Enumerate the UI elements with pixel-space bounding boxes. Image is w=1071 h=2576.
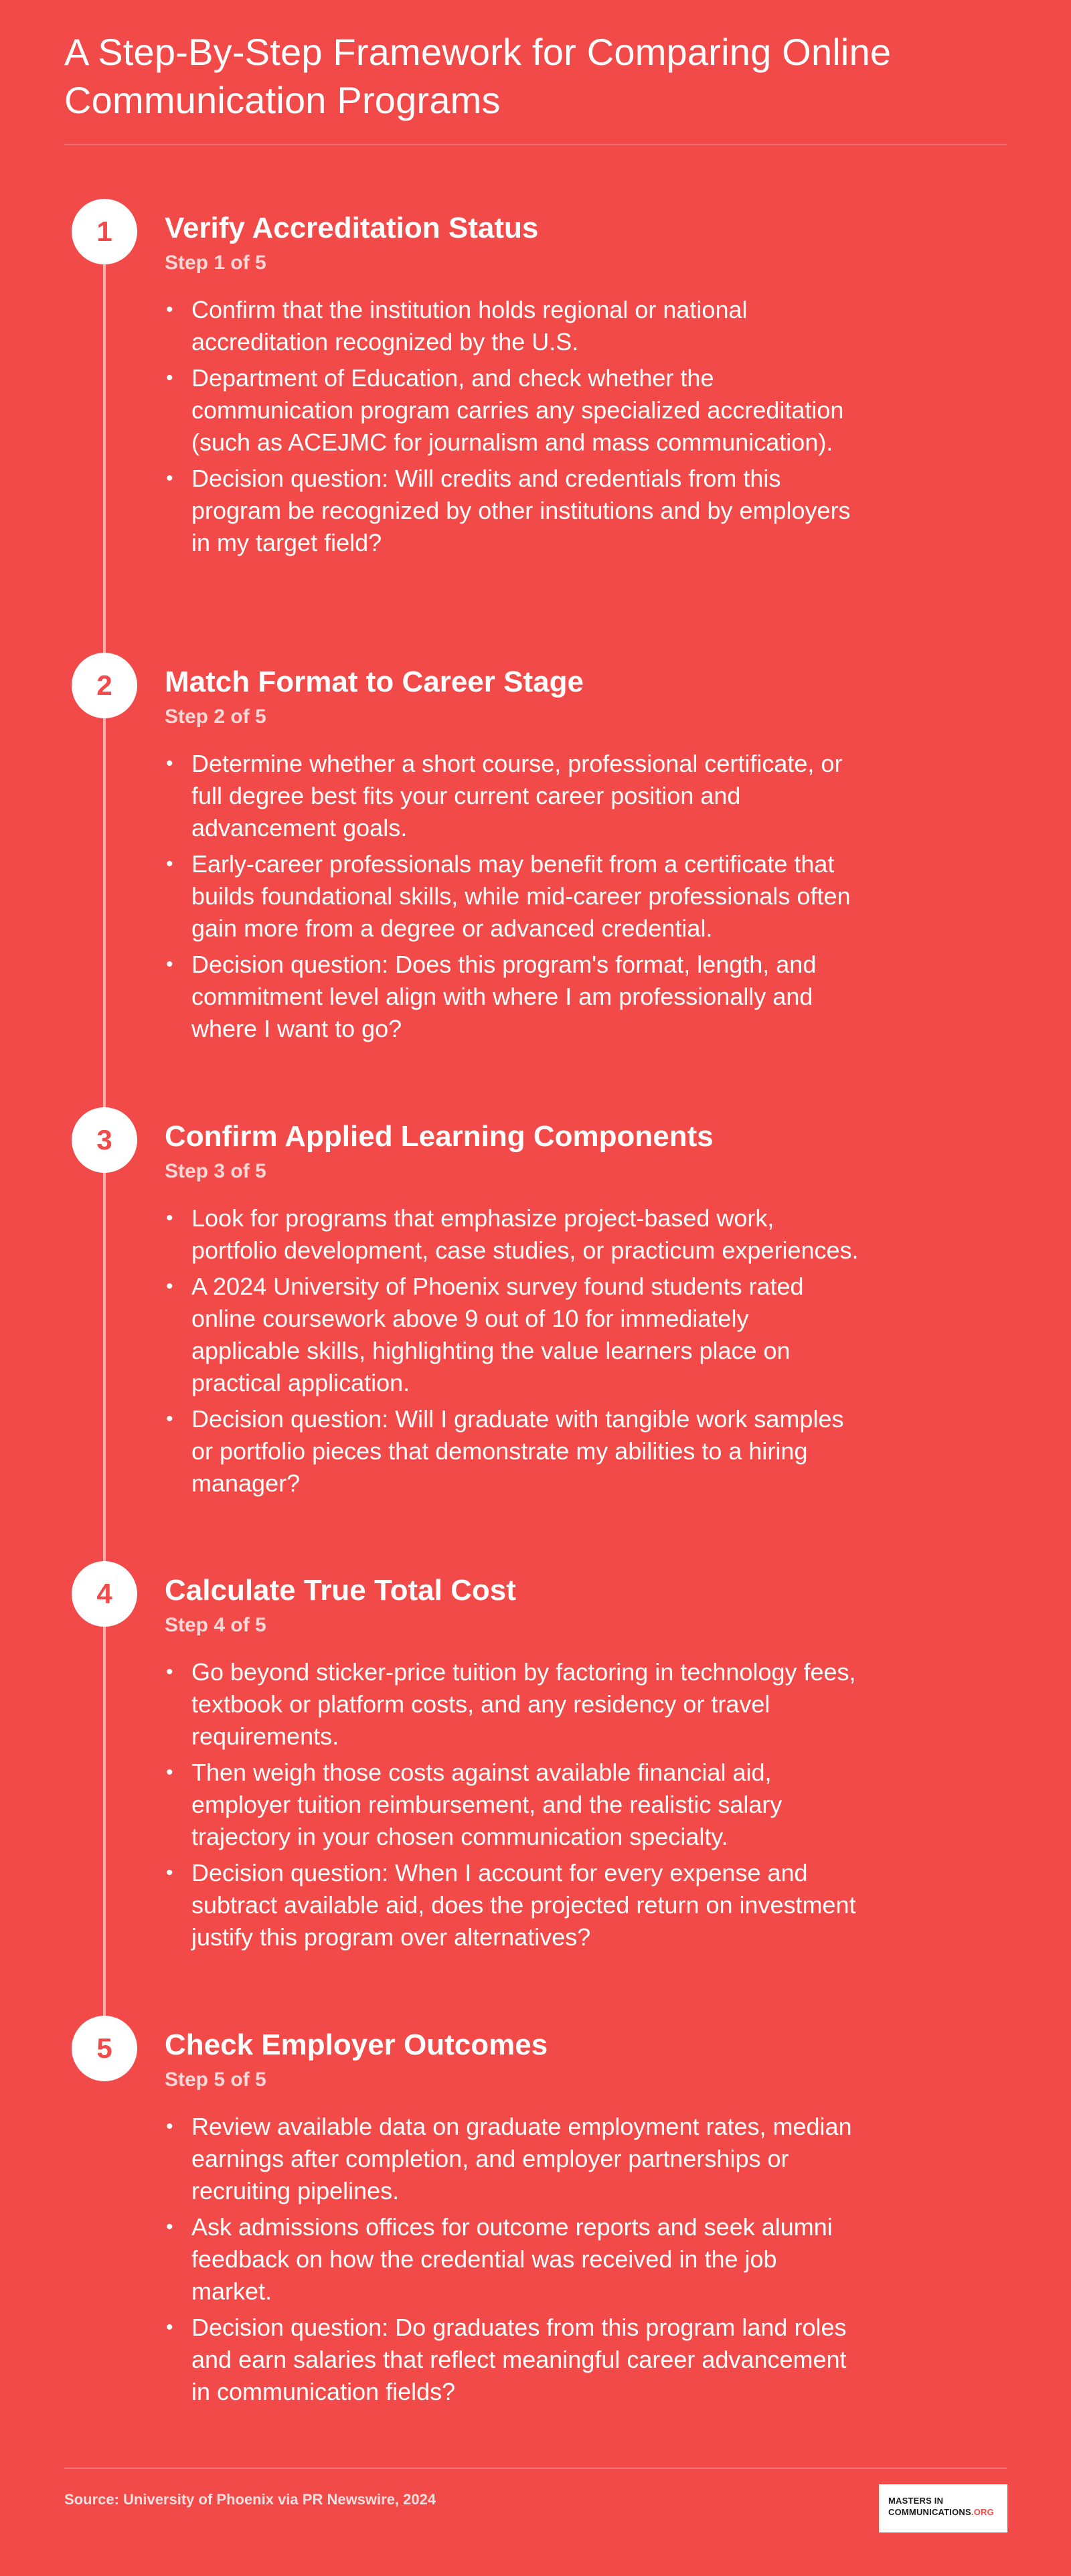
list-item <box>165 1271 861 1399</box>
list-item <box>165 1757 861 1853</box>
step-bullet-list <box>165 1656 861 1953</box>
list-item-text: Review available data on graduate employment rates, median earnings after completion, and employer partnerships or recruiting pipelines. <box>191 2113 852 2204</box>
step-title: Verify Accreditation Status <box>165 212 539 244</box>
step-number-badge: 3 <box>72 1107 137 1173</box>
step-bullet-list <box>165 294 861 559</box>
bullet-icon: • <box>166 853 173 875</box>
list-item <box>165 1202 861 1267</box>
bullet-icon: • <box>166 953 173 975</box>
step-title: Check Employer Outcomes <box>165 2028 548 2061</box>
step-number-badge: 4 <box>72 1561 137 1627</box>
page-title: A Step-By-Step Framework for Comparing Online Communication Programs <box>64 31 892 121</box>
step-content <box>165 210 861 563</box>
bullet-icon: • <box>166 367 173 389</box>
step-content <box>165 1118 861 1504</box>
header-divider <box>64 144 1007 145</box>
step-number-badge: 1 <box>72 199 137 264</box>
list-item <box>165 748 861 844</box>
list-item <box>165 1656 861 1753</box>
list-item-text: Department of Education, and check whether the communication program carries any specialized accreditation (such as ACEJMC for journalism and mass communication). <box>191 364 844 456</box>
list-item <box>165 949 861 1045</box>
step-counter: Step 1 of 5 <box>165 252 266 274</box>
step-content <box>165 663 861 1049</box>
bullet-icon: • <box>166 299 173 321</box>
list-item-text: Determine whether a short course, professional certificate, or full degree best fits your current career position and advancement goals. <box>191 750 843 841</box>
list-item <box>165 2312 861 2408</box>
step-counter: Step 3 of 5 <box>165 1160 266 1182</box>
step-content <box>165 2026 861 2412</box>
bullet-icon: • <box>166 1408 173 1430</box>
bullet-icon: • <box>166 1661 173 1683</box>
list-item <box>165 848 861 945</box>
step-bullet-list <box>165 2111 861 2408</box>
bullet-icon: • <box>166 1207 173 1229</box>
bullet-icon: • <box>166 1862 173 1884</box>
list-item-text: Confirm that the institution holds regional or national accreditation recognized by the U.S. <box>191 296 748 355</box>
bullet-icon: • <box>166 1275 173 1297</box>
step-content <box>165 1572 861 1957</box>
bullet-icon: • <box>166 2115 173 2138</box>
logo-line-1: MASTERS IN <box>888 2496 944 2506</box>
step-title: Calculate True Total Cost <box>165 1574 516 1607</box>
list-item-text: Then weigh those costs against available financial aid, employer tuition reimbursement, and the realistic salary trajectory in your chosen communication specialty. <box>191 1759 782 1850</box>
bullet-icon: • <box>166 752 173 775</box>
list-item <box>165 463 861 559</box>
list-item-text: Decision question: Will credits and credentials from this program be recognized by other institutions and by employers in my target field? <box>191 465 851 556</box>
list-item-text: Early-career professionals may benefit from a certificate that builds foundational skills, while mid-career professionals often gain more from a degree or advanced credential. <box>191 850 851 942</box>
step-number-badge: 2 <box>72 653 137 718</box>
bullet-icon: • <box>166 467 173 489</box>
list-item <box>165 362 861 459</box>
list-item <box>165 1857 861 1953</box>
list-item-text: A 2024 University of Phoenix survey found students rated online coursework above 9 out of 10 for immediately applicable skills, highlighting the value learners place on practical application. <box>191 1273 804 1396</box>
step-bullet-list <box>165 1202 861 1500</box>
logo-suffix: .ORG <box>971 2507 994 2517</box>
step-bullet-list <box>165 748 861 1045</box>
list-item <box>165 1403 861 1500</box>
step-number-badge: 5 <box>72 2016 137 2081</box>
bullet-icon: • <box>166 2316 173 2338</box>
logo-word: COMMUNICATIONS <box>888 2507 971 2517</box>
list-item-text: Decision question: Do graduates from this program land roles and earn salaries that reflect meaningful career advancement in communication fields? <box>191 2314 847 2405</box>
list-item-text: Decision question: When I account for every expense and subtract available aid, does the projected return on investment justify this program over alternatives? <box>191 1859 856 1951</box>
source-note: Source: University of Phoenix via PR Newswire, 2024 <box>64 2491 436 2508</box>
step-counter: Step 5 of 5 <box>165 2069 266 2091</box>
footer-divider <box>64 2468 1007 2469</box>
list-item <box>165 294 861 358</box>
logo-line-2 <box>888 2506 998 2518</box>
step-title: Match Format to Career Stage <box>165 665 584 698</box>
list-item <box>165 2211 861 2308</box>
step-title: Confirm Applied Learning Components <box>165 1120 714 1153</box>
list-item <box>165 2111 861 2207</box>
list-item-text: Ask admissions offices for outcome reports and seek alumni feedback on how the credential was received in the job market. <box>191 2213 833 2305</box>
brand-logo <box>879 2484 1007 2532</box>
list-item-text: Decision question: Does this program's format, length, and commitment level align with where I am professionally and where I want to go? <box>191 951 817 1042</box>
bullet-icon: • <box>166 2216 173 2238</box>
list-item-text: Go beyond sticker-price tuition by factoring in technology fees, textbook or platform costs, and any residency or travel requirements. <box>191 1658 856 1750</box>
step-counter: Step 2 of 5 <box>165 706 266 728</box>
bullet-icon: • <box>166 1761 173 1783</box>
list-item-text: Look for programs that emphasize project-based work, portfolio development, case studies, or practicum experiences. <box>191 1204 859 1264</box>
step-counter: Step 4 of 5 <box>165 1614 266 1636</box>
list-item-text: Decision question: Will I graduate with tangible work samples or portfolio pieces that demonstrate my abilities to a hiring manager? <box>191 1405 844 1497</box>
